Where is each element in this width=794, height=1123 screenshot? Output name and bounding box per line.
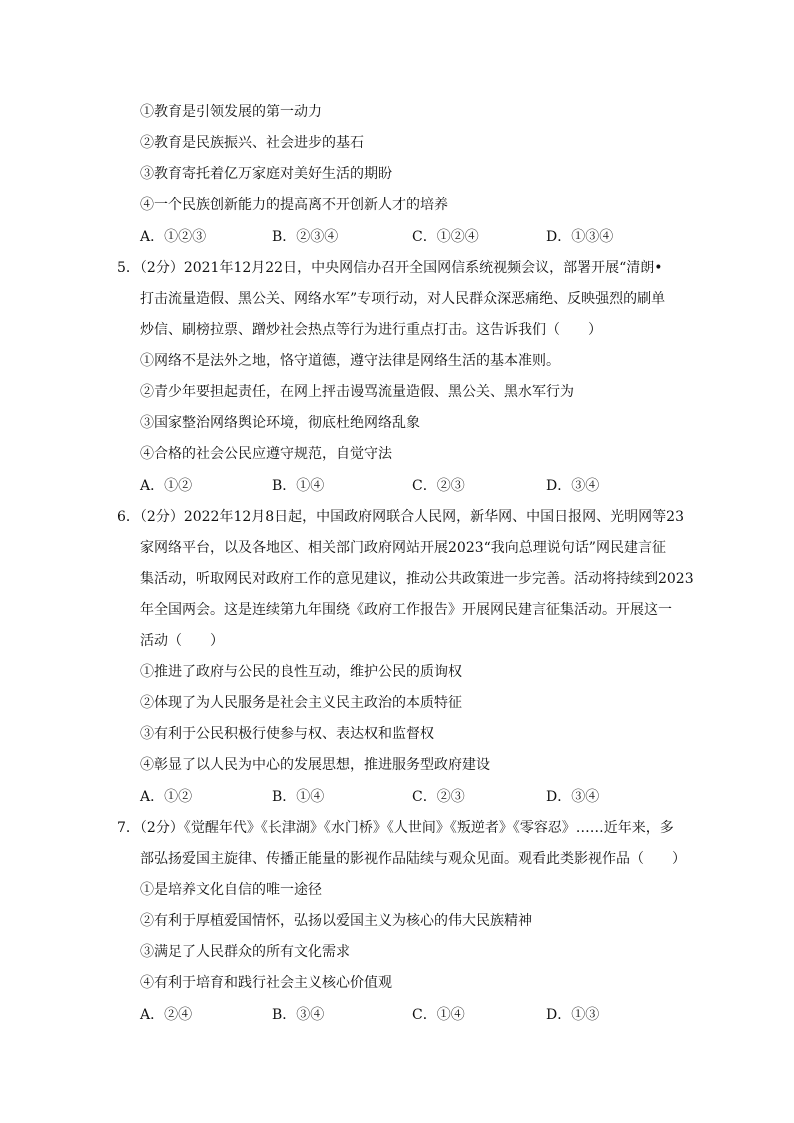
q5-statement-4: ④合格的社会公民应遵守规范，自觉守法 xyxy=(140,446,392,462)
q6-statement-1: ①推进了政府与公民的良性互动，维护公民的质询权 xyxy=(140,664,462,680)
q6-option-b: B．①④ xyxy=(272,789,325,805)
q5-statement-2: ②青少年要担起责任，在网上抨击谩骂流量造假、黑公关、黑水军行为 xyxy=(140,384,574,400)
q6-statement-3: ③有利于公民积极行使参与权、表达权和监督权 xyxy=(140,726,434,742)
q6-option-d: D．③④ xyxy=(546,789,600,805)
q5-option-c: C．②③ xyxy=(412,478,465,494)
q4-statement-4: ④一个民族创新能力的提高离不开创新人才的培养 xyxy=(140,197,448,213)
q5-statement-1: ①网络不是法外之地，恪守道德，遵守法律是网络生活的基本准则。 xyxy=(140,353,560,369)
q5-option-d: D．③④ xyxy=(546,478,600,494)
q7-statement-2: ②有利于厚植爱国情怀，弘扬以爱国主义为核心的伟大民族精神 xyxy=(140,913,532,929)
q7-option-a: A．②④ xyxy=(140,1007,193,1023)
q6-statement-4: ④彰显了以人民为中心的发展思想，推进服务型政府建设 xyxy=(140,757,490,773)
q6-stem-line-2: 家网络平台，以及各地区、相关部门政府网站开展2023“我向总理说句话”网民建言征 xyxy=(140,540,666,556)
q6-option-c: C．②③ xyxy=(412,789,465,805)
q7-option-b: B．③④ xyxy=(272,1007,325,1023)
q4-option-a: A．①②③ xyxy=(140,229,207,245)
q6-stem-line-3: 集活动，听取网民对政府工作的意见建议，推动公共政策进一步完善。活动将持续到2023 xyxy=(140,571,694,587)
q4-option-c: C．①②④ xyxy=(412,229,479,245)
q7-option-d: D．①③ xyxy=(546,1007,600,1023)
q5-option-b: B．①④ xyxy=(272,478,325,494)
q7-statement-3: ③满足了人民群众的所有文化需求 xyxy=(140,944,350,960)
q4-statement-1: ①教育是引领发展的第一动力 xyxy=(140,104,322,120)
q5-stem-line-2: 打击流量造假、黑公关、网络水军”专项行动，对人民群众深恶痛绝、反映强烈的刷单 xyxy=(140,291,666,307)
q7-stem-line-1: 7．（2分）《觉醒年代》《长津湖》《水门桥》《人世间》《叛逆者》《零容忍》……近年来，多 xyxy=(117,820,674,836)
q4-option-d: D．①③④ xyxy=(546,229,614,245)
q5-stem-line-3: 炒信、刷榜拉票、蹭炒社会热点等行为进行重点打击。这告诉我们（ ） xyxy=(140,322,602,338)
q6-stem-line-1: 6．（2分）2022年12月8日起，中国政府网联合人民网，新华网、中国日报网、光明网等23 xyxy=(117,509,684,525)
q4-option-b: B．②③④ xyxy=(272,229,339,245)
q6-option-a: A．①② xyxy=(140,789,193,805)
q7-stem-line-2: 部弘扬爱国主旋律、传播正能量的影视作品陆续与观众见面。观看此类影视作品（ ） xyxy=(140,851,686,867)
q7-option-c: C．①④ xyxy=(412,1007,465,1023)
q6-statement-2: ②体现了为人民服务是社会主义民主政治的本质特征 xyxy=(140,695,462,711)
q5-option-a: A．①② xyxy=(140,478,193,494)
q5-stem-line-1: 5．（2分）2021年12月22日，中央网信办召开全国网信系统视频会议，部署开展“清朗• xyxy=(117,260,663,276)
q6-stem-line-5: 活动（ ） xyxy=(140,633,224,649)
q7-statement-4: ④有利于培育和践行社会主义核心价值观 xyxy=(140,975,392,991)
q4-statement-2: ②教育是民族振兴、社会进步的基石 xyxy=(140,135,364,151)
q5-statement-3: ③国家整治网络舆论环境，彻底杜绝网络乱象 xyxy=(140,415,420,431)
q7-statement-1: ①是培养文化自信的唯一途径 xyxy=(140,882,322,898)
q4-statement-3: ③教育寄托着亿万家庭对美好生活的期盼 xyxy=(140,166,392,182)
q6-stem-line-4: 年全国两会。这是连续第九年围绕《政府工作报告》开展网民建言征集活动。开展这一 xyxy=(140,602,672,618)
